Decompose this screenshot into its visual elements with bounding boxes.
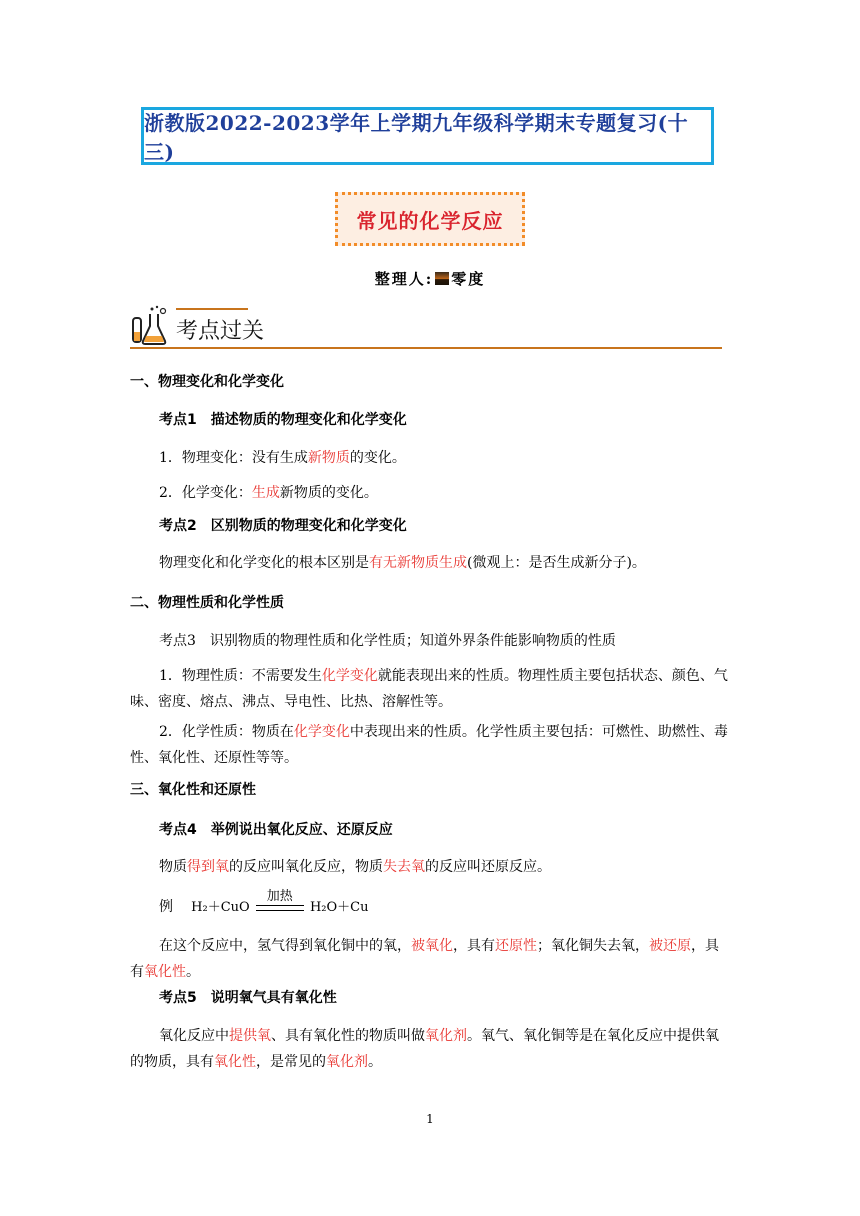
kaodian-3: 考点3 识别物质的物理性质和化学性质；知道外界条件能影响物质的性质 — [159, 633, 616, 649]
equation-products: H₂O＋Cu — [309, 900, 369, 915]
header-divider — [130, 347, 722, 349]
document-subtitle: 常见的化学反应 — [335, 192, 525, 246]
kaodian-4: 考点4 举例说出氧化反应、还原反应 — [159, 822, 393, 838]
section-header-label: 考点过关 — [176, 319, 265, 344]
physical-property-paragraph: 1．物理性质：不需要发生化学变化就能表现出来的性质。物理性质主要包括状态、颜色、气味、密度、熔点、沸点、导电性、比热、溶解性等。 — [130, 668, 728, 710]
equation-arrow — [256, 889, 304, 911]
page-number: 1 — [426, 1112, 434, 1126]
chemical-equation — [159, 889, 369, 916]
section-heading-1: 一、物理变化和化学变化 — [130, 374, 284, 390]
oxidation-reduction-definition: 物质得到氧的反应叫氧化反应，物质失去氧的反应叫还原反应。 — [159, 859, 551, 875]
author-name: 零度 — [451, 270, 486, 288]
author-label: 整理人: — [374, 270, 434, 288]
equation-reactants: H₂＋CuO — [191, 900, 250, 915]
sunset-icon — [435, 272, 449, 285]
definition-physical-change: 1．物理变化：没有生成新物质的变化。 — [159, 450, 406, 466]
flask-icon — [130, 304, 170, 346]
section-heading-3: 三、氧化性和还原性 — [130, 782, 256, 798]
chemical-property-paragraph: 2．化学性质：物质在化学变化中表现出来的性质。化学性质主要包括：可燃性、助燃性、毒性、氧化性、还原性等等。 — [130, 724, 728, 766]
section-header — [130, 300, 722, 350]
document-title: 浙教版2022-2023学年上学期九年级科学期末专题复习(十三) — [141, 107, 714, 165]
definition-chemical-change: 2．化学变化：生成新物质的变化。 — [159, 485, 378, 501]
example-label: 例 — [159, 899, 173, 915]
oxidant-paragraph: 氧化反应中提供氧、具有氧化性的物质叫做氧化剂。氧气、氧化铜等是在氧化反应中提供氧的物质，具有氧化性，是常见的氧化剂。 — [130, 1028, 719, 1070]
kaodian-2: 考点2 区别物质的物理变化和化学变化 — [159, 518, 407, 534]
header-accent-rule — [176, 308, 248, 310]
kaodian-5: 考点5 说明氧气具有氧化性 — [159, 990, 337, 1006]
reaction-explanation: 在这个反应中，氢气得到氧化铜中的氧，被氧化，具有还原性；氧化铜失去氧，被还原，具有氧化性。 — [130, 938, 719, 980]
section-heading-2: 二、物理性质和化学性质 — [130, 595, 284, 611]
author-line — [0, 268, 860, 289]
difference-statement: 物理变化和化学变化的根本区别是有无新物质生成(微观上：是否生成新分子)。 — [159, 555, 646, 571]
kaodian-1: 考点1 描述物质的物理变化和化学变化 — [159, 412, 407, 428]
equation-condition: 加热 — [266, 889, 293, 904]
